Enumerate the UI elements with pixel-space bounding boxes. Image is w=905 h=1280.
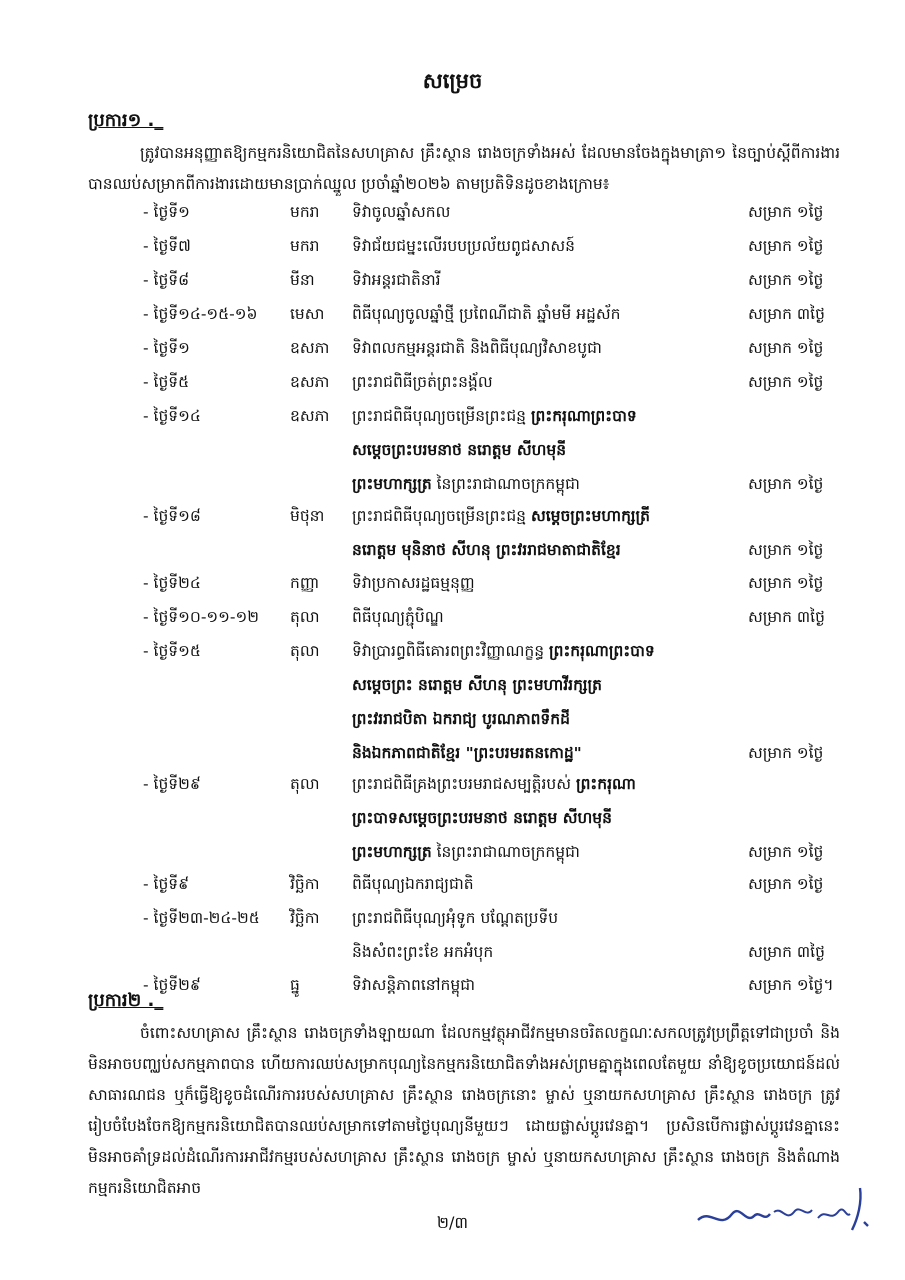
holiday-description — [352, 304, 620, 327]
holiday-description-royal-name: ព្រះមហាក្សត្រ — [352, 843, 432, 861]
holiday-description-royal-name: ព្រះករុណាព្រះបាទ — [549, 642, 655, 660]
holiday-description-text: ពិធីបុណ្យឯករាជ្យជាតិ — [352, 875, 474, 893]
holiday-row — [0, 338, 905, 372]
holiday-description-royal-name: ព្រះមហាក្សត្រ — [352, 475, 432, 493]
holiday-month: ឧសភា — [290, 339, 330, 357]
holiday-month: មករា — [290, 203, 320, 221]
page-number: ២/៣ — [436, 1213, 469, 1232]
holiday-description-royal-name: សម្តេចព្រះបរមនាថ នរោត្តម សីហមុនី — [352, 441, 567, 459]
holiday-row — [0, 874, 905, 908]
holiday-row — [0, 304, 905, 338]
decision-title: សម្រេច — [422, 69, 483, 93]
holiday-month: មេសា — [290, 305, 325, 323]
holiday-description-royal-name: សម្តេចព្រះ នរោត្តម សីហនុ ព្រះមហាវីរក្សត្រ — [352, 676, 602, 694]
holiday-leave-days: សម្រាក ១ថ្ងៃ — [748, 339, 824, 357]
holiday-description-text: នៃព្រះរាជាណាចក្រកម្ពុជា — [431, 475, 580, 493]
holiday-description — [352, 474, 580, 497]
holiday-row-line — [0, 842, 905, 876]
holiday-leave-days: សម្រាក ៣ថ្ងៃ — [748, 943, 825, 961]
holiday-day: - ថ្ងៃទី១៨ — [143, 507, 201, 525]
holiday-day: - ថ្ងៃទី២៤ — [143, 574, 201, 592]
holiday-description — [352, 743, 582, 766]
holiday-leave-days: សម្រាក ១ថ្ងៃ — [748, 843, 824, 861]
holiday-row-line — [0, 774, 905, 808]
holiday-leave-days: សម្រាក ១ថ្ងៃ — [748, 203, 824, 221]
holiday-day: - ថ្ងៃទី១៤-១៥-១៦ — [143, 305, 258, 323]
holiday-leave-days: សម្រាក ១ថ្ងៃ — [748, 271, 824, 289]
holiday-description — [352, 202, 450, 225]
holiday-description — [352, 709, 570, 732]
holiday-month: តុលា — [290, 608, 320, 626]
holiday-leave-days: សម្រាក ១ថ្ងៃ — [748, 875, 824, 893]
holiday-description-royal-name: សម្តេចព្រះមហាក្សត្រី — [530, 507, 650, 525]
holiday-description — [352, 975, 475, 998]
holiday-description-royal-name: ព្រះវររាជបិតា ឯករាជ្យ បូរណភាពទឹកដី — [352, 710, 570, 728]
holiday-description-text: និងសំពះព្រះខែ អកអំបុក — [352, 943, 494, 961]
holiday-row — [0, 641, 905, 777]
holiday-day: - ថ្ងៃទី២៩ — [143, 775, 201, 793]
holiday-description-royal-name: នរោត្តម មុនិនាថ សីហនុ ព្រះវររាជមាតាជាតិខ្មែរ — [352, 541, 621, 559]
article-2-body — [88, 1018, 840, 1204]
holiday-month: ឧសភា — [290, 407, 330, 425]
holiday-description-royal-name: ព្រះករុណាព្រះបាទ — [530, 407, 637, 425]
holiday-leave-days: សម្រាក ១ថ្ងៃ — [748, 475, 824, 493]
holiday-row-line — [0, 573, 905, 607]
holiday-description-text: ព្រះរាជពិធីច្រត់ព្រះនង្គ័ល — [352, 373, 493, 391]
holiday-description — [352, 540, 621, 563]
holiday-row-line — [0, 338, 905, 372]
holiday-row — [0, 236, 905, 270]
holiday-month: ធ្នូ — [290, 976, 300, 994]
holiday-description — [352, 440, 566, 463]
holiday-description-text: ទិវាសន្តិភាពនៅកម្ពុជា — [352, 976, 475, 994]
holiday-description — [352, 607, 444, 630]
holiday-day: - ថ្ងៃទី១៤ — [143, 407, 201, 425]
holiday-description — [352, 942, 493, 965]
holiday-row-line — [0, 808, 905, 842]
holiday-row — [0, 506, 905, 574]
holiday-day: - ថ្ងៃទី២៩ — [143, 976, 201, 994]
holiday-row-line — [0, 474, 905, 508]
holiday-month: មិថុនា — [290, 507, 325, 525]
holiday-row-line — [0, 709, 905, 743]
holiday-row-line — [0, 675, 905, 709]
holiday-row-line — [0, 908, 905, 942]
holiday-row — [0, 372, 905, 406]
holiday-day: - ថ្ងៃទី៥ — [143, 373, 190, 391]
holiday-row-line — [0, 202, 905, 236]
holiday-row-line — [0, 641, 905, 675]
holiday-description-royal-name: ព្រះបាទសម្តេចព្រះបរមនាថ នរោត្តម សីហមុនី — [352, 809, 612, 827]
holiday-row-line — [0, 236, 905, 270]
holiday-description — [352, 506, 650, 529]
holiday-row-line — [0, 270, 905, 304]
holiday-leave-days: សម្រាក ១ថ្ងៃ — [748, 373, 824, 391]
holiday-row — [0, 406, 905, 508]
holiday-description — [352, 406, 637, 429]
holiday-day: - ថ្ងៃទី២៣-២៤-២៥ — [143, 909, 260, 927]
holiday-description — [352, 808, 612, 831]
holiday-row — [0, 607, 905, 641]
article-1-heading: ប្រការ១ ._ — [88, 110, 164, 131]
holiday-description — [352, 908, 558, 931]
holiday-row-line — [0, 743, 905, 777]
holiday-description — [352, 874, 474, 897]
holiday-row — [0, 573, 905, 607]
holiday-month: តុលា — [290, 775, 320, 793]
holiday-row — [0, 202, 905, 236]
holiday-row-line — [0, 942, 905, 976]
holiday-row-line — [0, 540, 905, 574]
holiday-description-royal-name: ព្រះករុណា — [575, 775, 636, 793]
holiday-row — [0, 270, 905, 304]
article-2-body-text: ចំពោះសហគ្រាស គ្រឹះស្ថាន រោងចក្រទាំងឡាយណា ដែលកម្មវត្ថុអាជីវកម្មមានចរិតលក្ខណៈសកលត្រូវប្រព្រឹត្តទៅជាប្រចាំ និងមិនអាចបញ្ឈប់សកម្មភាពបាន ហើយការឈប់សម្រាកបុណ្យនៃកម្មករនិយោជិតទាំងអស់ព្រមគ្នាក្នុងពេលតែមួយ នាំឱ្យខូចប្រយោជន៍ដល់សាធារណជន ឬក៏ធ្វើឱ្យខូចដំណើរការរបស់សហគ្រាស គ្រឹះស្ថាន រោងចក្រនោះ ម្ចាស់ ឬនាយកសហគ្រាស គ្រឹះស្ថាន រោងចក្រ ត្រូវរៀបចំបែងចែកឱ្យកម្មករនិយោជិតបានឈប់សម្រាកទៅតាមថ្ងៃបុណ្យនីមួយៗ ដោយផ្លាស់ប្តូរវេនគ្នា។ ប្រសិនបើការផ្លាស់ប្តូរវេនគ្នានេះ មិនអាចគាំទ្រដល់ដំណើរការអាជីវកម្មរបស់សហគ្រាស គ្រឹះស្ថាន រោងចក្រ ម្ចាស់ ឬនាយកសហគ្រាស គ្រឹះស្ថាន រោងចក្រ និងតំណាងកម្មករនិយោជិតអាច — [88, 1024, 840, 1197]
holiday-description-text: នៃព្រះរាជាណាចក្រកម្ពុជា — [431, 843, 580, 861]
holiday-day: - ថ្ងៃទី៧ — [143, 237, 191, 255]
holiday-month: មីនា — [290, 271, 315, 289]
holiday-row-line — [0, 440, 905, 474]
holiday-row-line — [0, 874, 905, 908]
holiday-description — [352, 338, 602, 361]
holiday-month: កញ្ញា — [290, 574, 320, 592]
holiday-description — [352, 641, 655, 664]
holiday-day: - ថ្ងៃទី១ — [143, 203, 190, 221]
holiday-row-line — [0, 372, 905, 406]
holiday-month: ឧសភា — [290, 373, 330, 391]
holiday-description-text: ទិវាជ័យជម្នះលើរបបប្រល័យពូជសាសន៍ — [352, 237, 575, 255]
holiday-day: - ថ្ងៃទី១៥ — [143, 642, 201, 660]
holiday-month: វិច្ឆិកា — [290, 909, 320, 927]
holiday-leave-days: សម្រាក ១ថ្ងៃ — [748, 541, 824, 559]
holiday-description — [352, 236, 575, 259]
holiday-description — [352, 372, 493, 395]
holiday-month: តុលា — [290, 642, 320, 660]
holiday-description-text: ពិធីបុណ្យភ្ជុំបិណ្ឌ — [352, 608, 444, 626]
holiday-row-line — [0, 506, 905, 540]
holiday-description-text: ទិវាពលកម្មអន្តរជាតិ និងពិធីបុណ្យវិសាខបូជា — [352, 339, 602, 357]
holiday-description-text: ព្រះរាជពិធីបុណ្យអុំទូក បណ្តែតប្រទីប — [352, 909, 559, 927]
holiday-leave-days: សម្រាក ១ថ្ងៃ — [748, 237, 824, 255]
holiday-description — [352, 774, 636, 797]
holiday-row-line — [0, 607, 905, 641]
holiday-description-text: ពិធីបុណ្យចូលឆ្នាំថ្មី ប្រពៃណីជាតិ ឆ្នាំមមី អដ្ឋស័ក — [352, 305, 621, 323]
holiday-row-line — [0, 406, 905, 440]
holiday-description-text: ព្រះរាជពិធីបុណ្យចម្រើនព្រះជន្ម — [352, 407, 531, 425]
handwritten-signature — [690, 1178, 880, 1248]
holiday-description-text: ទិវាអន្តរជាតិនារី — [352, 271, 441, 289]
holiday-leave-days: សម្រាក ៣ថ្ងៃ — [748, 305, 825, 323]
holiday-day: - ថ្ងៃទី១០-១១-១២ — [143, 608, 259, 626]
holiday-description — [352, 842, 580, 865]
holiday-description — [352, 675, 602, 698]
holiday-day: - ថ្ងៃទី៩ — [143, 875, 190, 893]
holiday-description-royal-name: និងឯកភាពជាតិខ្មែរ "ព្រះបរមរតនកោដ្ឋ" — [352, 744, 582, 762]
holiday-description-text: ទិវាប្រារព្ធពិធីគោរពព្រះវិញ្ញាណក្ខន្ធ — [352, 642, 550, 660]
holiday-description-text: ព្រះរាជពិធីបុណ្យចម្រើនព្រះជន្ម — [352, 507, 531, 525]
holiday-description — [352, 573, 475, 596]
article-1-intro-text: ត្រូវបានអនុញ្ញាតឱ្យកម្មករនិយោជិតនៃសហគ្រាស គ្រឹះស្ថាន រោងចក្រទាំងអស់ ដែលមានចែងក្នុងមាត្រា១ នៃច្បាប់ស្តីពីការងារ បានឈប់សម្រាកពីការងារដោយមានប្រាក់ឈ្នួល ប្រចាំឆ្នាំ២០២៦ តាមប្រតិទិនដូចខាងក្រោម៖ — [88, 144, 840, 193]
holiday-month: វិច្ឆិកា — [290, 875, 320, 893]
holiday-row — [0, 908, 905, 976]
article-1-intro — [88, 138, 840, 200]
holiday-leave-days: សម្រាក ១ថ្ងៃ។ — [748, 976, 834, 994]
article-2-heading: ប្រការ២ ._ — [88, 990, 164, 1011]
holiday-leave-days: សម្រាក ១ថ្ងៃ — [748, 744, 824, 762]
holiday-description-text: ទិវាប្រកាសរដ្ឋធម្មនុញ្ញ — [352, 574, 475, 592]
holiday-day: - ថ្ងៃទី១ — [143, 339, 190, 357]
holiday-row-line — [0, 304, 905, 338]
holiday-description — [352, 270, 441, 293]
holiday-row — [0, 774, 905, 876]
holiday-month: មករា — [290, 237, 320, 255]
holiday-day: - ថ្ងៃទី៨ — [143, 271, 190, 289]
holiday-description-text: ទិវាចូលឆ្នាំសកល — [352, 203, 451, 221]
holiday-description-text: ព្រះរាជពិធីគ្រងព្រះបរមរាជសម្បត្តិរបស់ — [352, 775, 576, 793]
holiday-leave-days: សម្រាក ៣ថ្ងៃ — [748, 608, 825, 626]
holiday-leave-days: សម្រាក ១ថ្ងៃ — [748, 574, 824, 592]
